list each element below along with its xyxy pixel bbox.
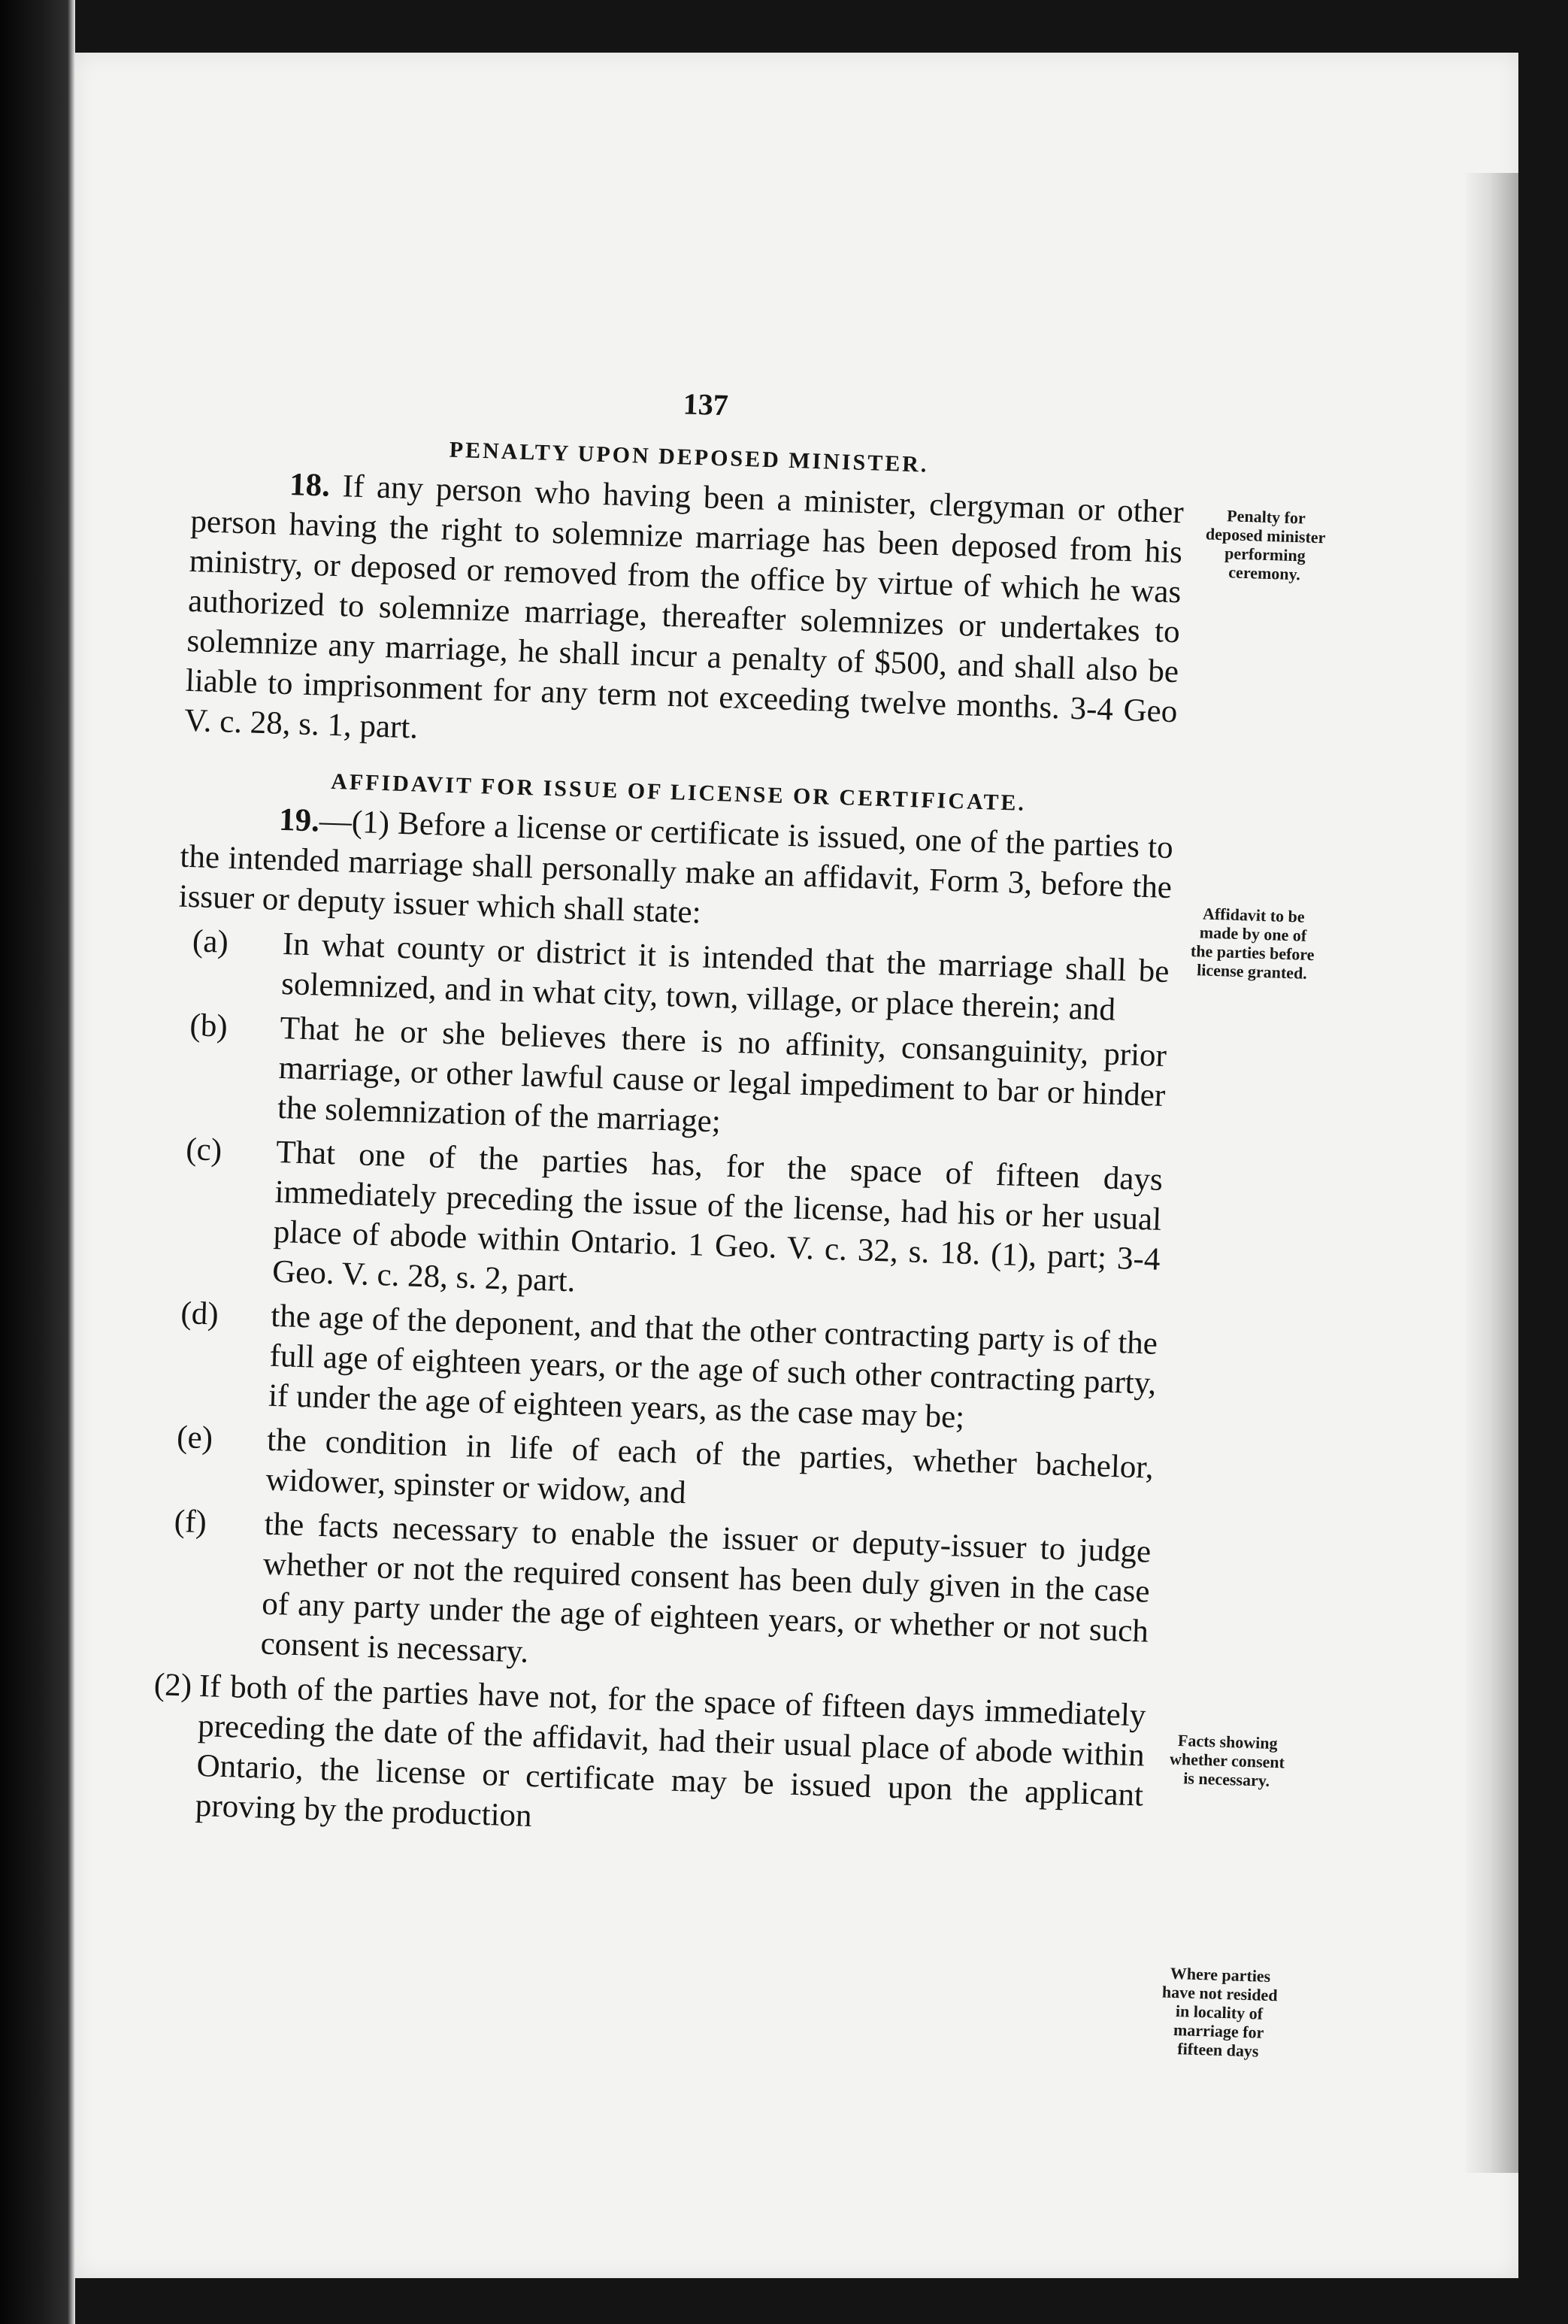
clause-c-text: That one of the parties has, for the space of fifteen days immediately preceding the issue of the license, had his or her usual place of abode within Ontario. 1 Geo. V. c. 32, s. 18. (1), part; 3-4 Geo. V. c. 28, s. 2, part. xyxy=(271,1134,1164,1299)
subsection-2-text: If both of the parties have not, for the space of fifteen days immediately preceding the date of the affidavit, had their usual place of abode within Ontario, the license or certificate may be issued upon the applicant proving by the production xyxy=(195,1668,1147,1834)
clause-a-text: In what county or district it is intended that the marriage shall be solemnized, and in what city, town, village, or place therein; and xyxy=(280,926,1170,1028)
section-18-text: If any person who having been a minister, clergyman or other person having the right to solemnize marriage has been deposed from his ministry, or deposed or removed from the office by virtue of which he was authorized to solemnize marriage, thereafter solemnizes or undertakes to solemnize any marriage, he shall incur a penalty of $500, and shall also be liable to imprisonment for any term not exceeding twelve months. 3-4 Geo V. c. 28, s. 1, part. xyxy=(183,468,1185,746)
page-text-block xyxy=(150,368,1326,2061)
margin-note-residence: Where parties have not resided in locality of marriage for fifteen days xyxy=(1161,1963,1278,2061)
clause-e-label: (e) xyxy=(176,1419,213,1456)
clause-e-text: the condition in life of each of the parties, whether bachelor, widower, spinster or widow, and xyxy=(265,1422,1155,1511)
subsection-2-label: (2) xyxy=(153,1667,192,1704)
scan-dark-edge xyxy=(0,0,75,2324)
section-18-paragraph xyxy=(183,462,1184,771)
section-18-number: 18. xyxy=(289,467,331,504)
clause-f xyxy=(155,1501,1152,1691)
clause-b-text: That he or she believes there is no affinity, consanguinity, prior marriage, or other lawful cause or legal impediment to bar or hinder the solemnization of the marriage; xyxy=(277,1010,1167,1140)
section-19-number: 19. xyxy=(278,801,320,839)
clause-a-label: (a) xyxy=(192,923,229,960)
clause-f-label: (f) xyxy=(174,1503,207,1541)
margin-note-penalty: Penalty for deposed minister performing ceremony. xyxy=(1205,506,1326,584)
clause-d-label: (d) xyxy=(180,1295,219,1332)
section-19-heading: AFFIDAVIT FOR ISSUE OF LICENSE OR CERTIFICATE. xyxy=(330,768,1027,816)
clause-f-text: the facts necessary to enable the issuer or deputy-issuer to judge whether or not the required consent has been duly given in the case of any party under the age of eighteen years, or whether or not such consent is necessary. xyxy=(260,1506,1152,1670)
clause-c-label: (c) xyxy=(185,1132,222,1168)
page-fold-shadow xyxy=(1466,173,1518,2173)
section-19-text: —(1) Before a license or certificate is issued, one of the parties to the intended marriage shall personally make an affidavit, Form 3, before the issuer or deputy issuer which shall state: xyxy=(178,803,1174,931)
clause-d-text: the age of the deponent, and that the other contracting party is of the full age of eighteen years, or the age of such other contracting party, if under the age of eighteen years, as the case may be; xyxy=(268,1298,1158,1435)
clause-c xyxy=(167,1129,1164,1320)
page-number: 137 xyxy=(683,386,729,423)
section-18-heading: PENALTY UPON DEPOSED MINISTER. xyxy=(449,437,929,477)
subsection-2 xyxy=(150,1665,1146,1855)
margin-note-consent: Facts showing whether consent is necessary. xyxy=(1169,1730,1285,1790)
clause-b-label: (b) xyxy=(189,1007,229,1044)
book-page xyxy=(75,53,1518,2278)
margin-note-affidavit: Affidavit to be made by one of the parties before license granted. xyxy=(1190,904,1315,983)
